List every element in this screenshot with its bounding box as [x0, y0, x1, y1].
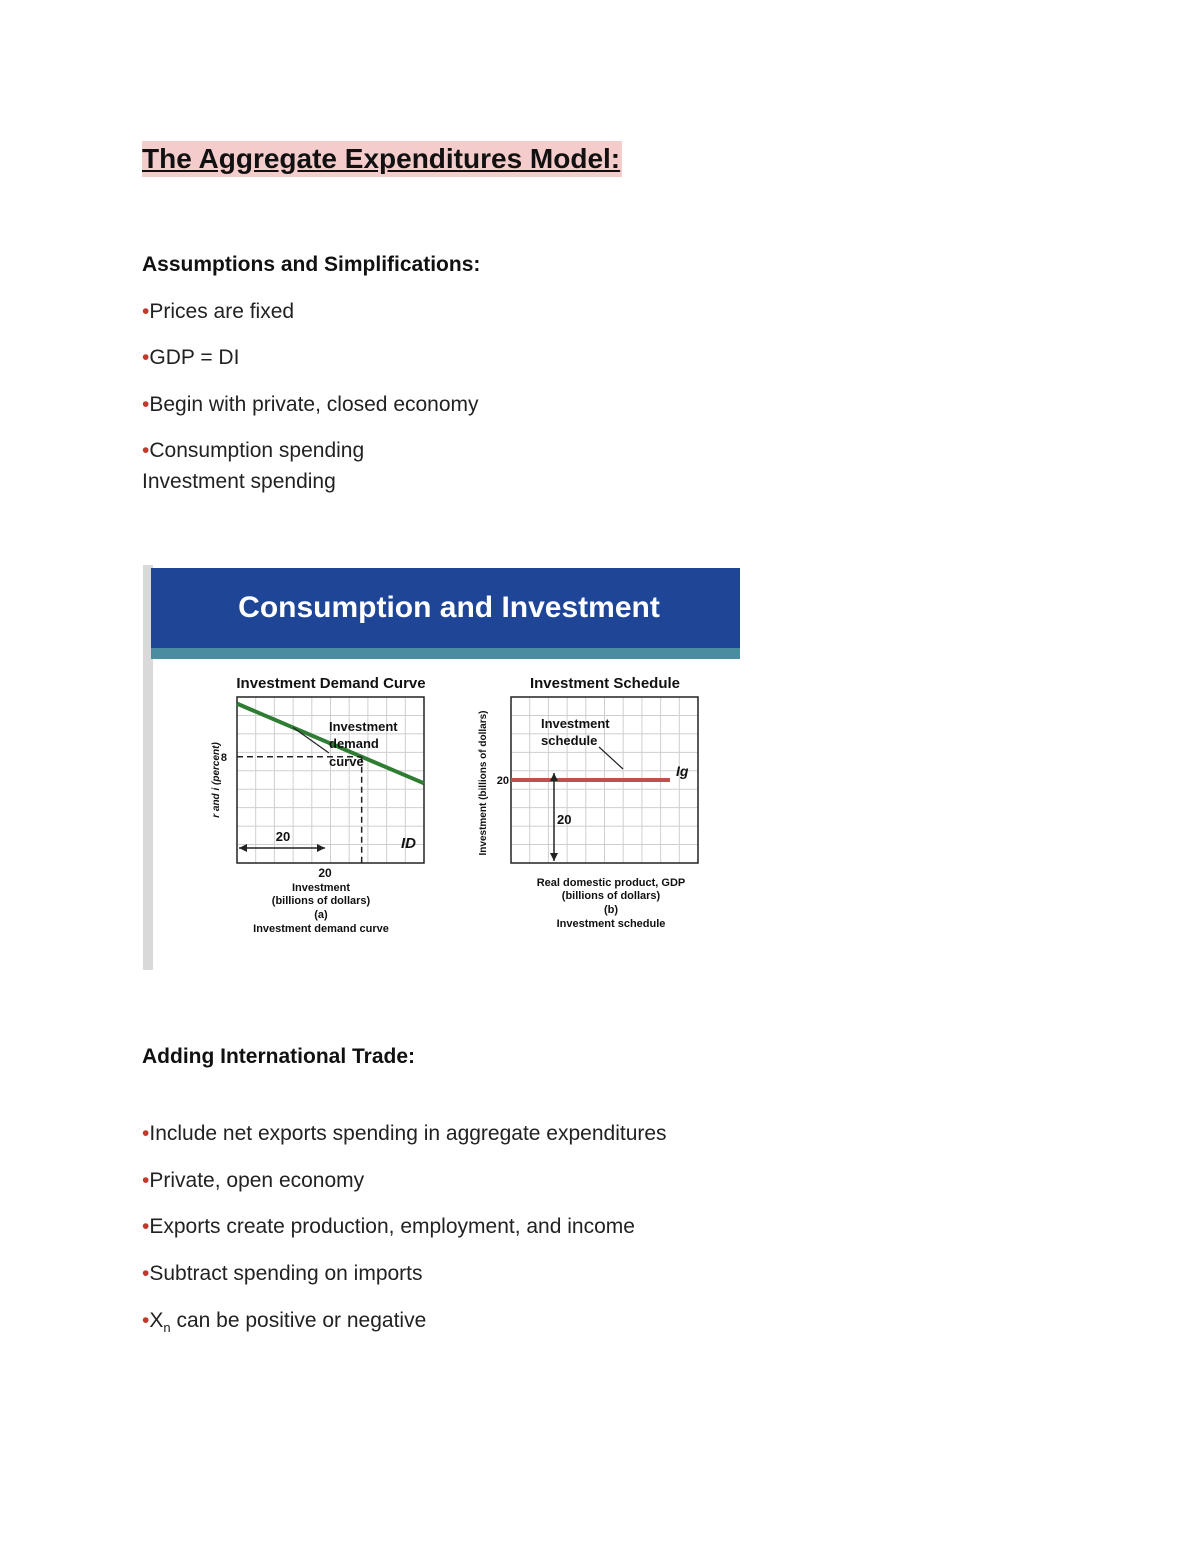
- list-item: [142, 1121, 667, 1147]
- left-caption-line-2: (billions of dollars): [271, 895, 371, 907]
- schedule-label-line-1: Investment: [541, 716, 610, 731]
- arrow-label: 20: [557, 812, 572, 827]
- right-caption-line-4: Investment schedule: [556, 918, 666, 930]
- list-item: [142, 392, 479, 418]
- right-caption-line-1: Real domestic product, GDP: [536, 877, 686, 889]
- curve-label-line-1: Investment: [329, 719, 398, 734]
- list-item-text: GDP = DI: [149, 346, 240, 369]
- list-item-text-suffix: can be positive or negative: [170, 1309, 427, 1332]
- right-chart-heading: Investment Schedule: [529, 675, 681, 692]
- list-item-text: Subtract spending on imports: [149, 1262, 423, 1285]
- section-heading-international-trade: Adding International Trade:: [142, 1045, 416, 1068]
- list-item: [142, 438, 364, 464]
- x-tick-label: 20: [318, 866, 332, 880]
- list-item-text: Include net exports spending in aggregate expenditures: [149, 1122, 667, 1145]
- bullet-icon: •: [142, 300, 150, 323]
- bullet-icon: •: [142, 439, 150, 462]
- arrow-label: 20: [275, 829, 291, 844]
- right-caption-line-2: (billions of dollars): [561, 890, 661, 902]
- section-heading-assumptions: Assumptions and Simplifications:: [142, 253, 481, 276]
- schedule-label-line-2: schedule: [541, 733, 598, 748]
- left-y-axis-label: r and i (percent): [211, 742, 222, 818]
- list-item: [142, 299, 294, 325]
- bullet-icon: •: [142, 393, 150, 416]
- list-item-text: Begin with private, closed economy: [149, 393, 479, 416]
- right-y-axis-label: Investment (billions of dollars): [478, 710, 489, 856]
- list-item-continuation: Investment spending: [142, 470, 336, 493]
- list-item-text: Exports create production, employment, and income: [149, 1215, 635, 1238]
- list-item-subscript: n: [163, 1320, 171, 1336]
- curve-label-line-2: demand: [329, 736, 379, 751]
- page-title: The Aggregate Expenditures Model:: [142, 141, 622, 177]
- figure-banner-title: Consumption and Investment: [238, 591, 660, 624]
- left-caption-line-3: (a): [314, 909, 328, 921]
- list-item: [142, 1261, 423, 1287]
- list-item: [142, 345, 239, 371]
- left-caption-line-1: Investment: [291, 882, 351, 894]
- curve-tag-id: ID: [401, 835, 416, 852]
- list-item: [142, 1308, 426, 1341]
- left-caption-line-4: Investment demand curve: [253, 923, 389, 935]
- figure-accent-bar: [151, 648, 740, 659]
- y-tick-label: 8: [220, 751, 227, 764]
- right-caption-line-3: (b): [603, 904, 619, 916]
- bullet-icon: •: [142, 1122, 150, 1145]
- bullet-icon: •: [142, 1262, 150, 1285]
- curve-label-line-3: curve: [329, 754, 364, 769]
- y-tick-label: 20: [496, 775, 509, 787]
- list-item: [142, 1214, 635, 1240]
- bullet-icon: •: [142, 1309, 150, 1332]
- line-tag-ig: Ig: [676, 763, 689, 779]
- bullet-icon: •: [142, 1169, 150, 1192]
- bullet-icon: •: [142, 346, 150, 369]
- figure-svg: [143, 565, 740, 970]
- consumption-investment-figure: [143, 565, 740, 970]
- list-item-text-prefix: X: [149, 1309, 164, 1332]
- list-item-text: Private, open economy: [149, 1169, 365, 1192]
- left-chart-heading: Investment Demand Curve: [236, 675, 426, 692]
- list-item-text: Prices are fixed: [149, 300, 295, 323]
- list-item-text: Consumption spending: [149, 439, 365, 462]
- list-item: [142, 1168, 364, 1194]
- bullet-icon: •: [142, 1215, 150, 1238]
